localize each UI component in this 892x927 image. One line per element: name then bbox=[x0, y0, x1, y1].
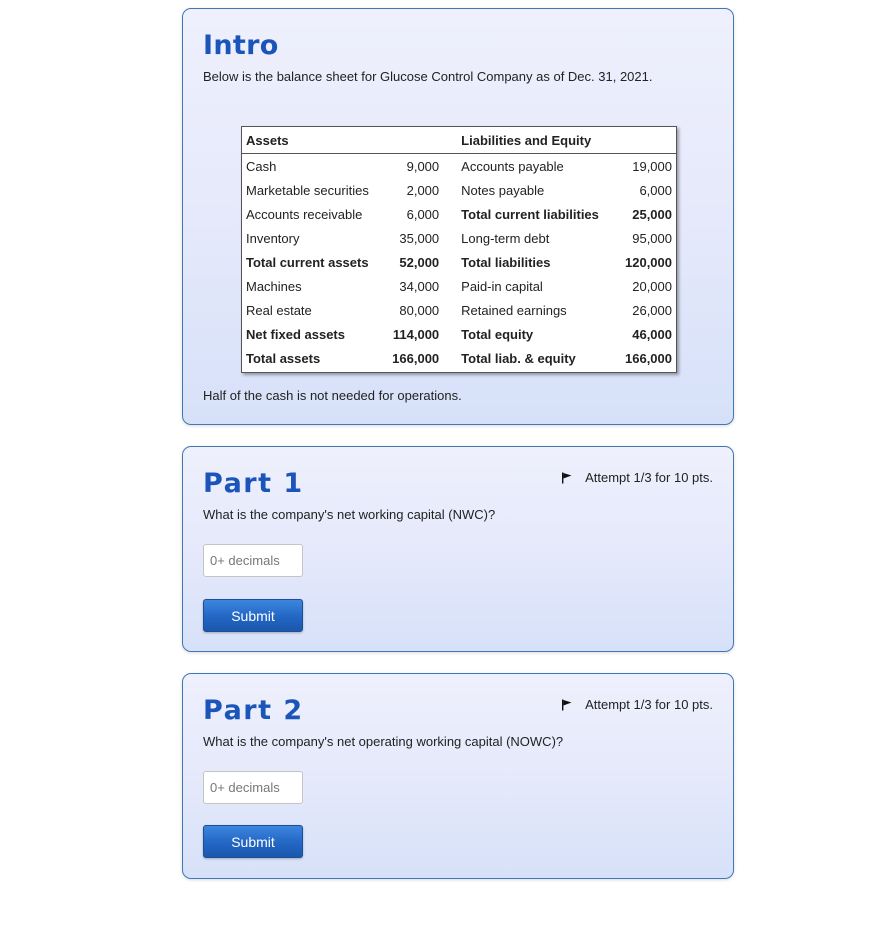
table-row bbox=[242, 346, 676, 370]
liability-value: 46,000 bbox=[632, 326, 672, 342]
asset-value: 166,000 bbox=[392, 350, 440, 366]
liability-label: Total liabilities bbox=[461, 254, 551, 270]
liability-label: Long-term debt bbox=[461, 230, 550, 246]
asset-label: Accounts receivable bbox=[246, 206, 363, 222]
asset-value: 2,000 bbox=[406, 182, 440, 198]
assets-header: Assets bbox=[242, 127, 441, 154]
table-row bbox=[242, 202, 676, 226]
asset-value: 52,000 bbox=[399, 254, 440, 270]
liability-value: 26,000 bbox=[632, 302, 672, 318]
part1-title: Part 1 bbox=[203, 468, 304, 499]
asset-label: Net fixed assets bbox=[246, 326, 345, 342]
table-row bbox=[242, 178, 676, 202]
asset-value: 6,000 bbox=[406, 206, 440, 222]
table-row bbox=[242, 274, 676, 298]
asset-label: Machines bbox=[246, 278, 302, 294]
balance-sheet-header-row bbox=[242, 127, 676, 154]
table-row bbox=[242, 322, 676, 346]
flag-icon[interactable] bbox=[561, 472, 573, 484]
asset-label: Marketable securities bbox=[246, 182, 369, 198]
part2-attempt-text: Attempt 1/3 for 10 pts. bbox=[585, 697, 713, 712]
part1-submit-button[interactable]: Submit bbox=[203, 599, 303, 632]
part1-attempt-text: Attempt 1/3 for 10 pts. bbox=[585, 470, 713, 485]
table-row bbox=[242, 154, 676, 179]
asset-value: 35,000 bbox=[399, 230, 440, 246]
asset-value: 34,000 bbox=[399, 278, 440, 294]
balance-sheet bbox=[241, 126, 677, 373]
table-row bbox=[242, 298, 676, 322]
liability-label: Total current liabilities bbox=[461, 206, 599, 222]
asset-value: 80,000 bbox=[399, 302, 440, 318]
part1-card bbox=[182, 446, 734, 652]
asset-value: 114,000 bbox=[392, 326, 440, 342]
asset-label: Real estate bbox=[246, 302, 312, 318]
table-row bbox=[242, 226, 676, 250]
liability-value: 25,000 bbox=[632, 206, 672, 222]
part1-question: What is the company's net working capital (NWC)? bbox=[203, 507, 496, 522]
flag-icon[interactable] bbox=[561, 699, 573, 711]
intro-title: Intro bbox=[203, 30, 279, 61]
asset-label: Inventory bbox=[246, 230, 300, 246]
asset-label: Cash bbox=[246, 158, 277, 174]
table-row bbox=[242, 250, 676, 274]
asset-label: Total assets bbox=[246, 350, 321, 366]
asset-label: Total current assets bbox=[246, 254, 369, 270]
part2-card bbox=[182, 673, 734, 879]
balance-sheet-table bbox=[242, 127, 676, 370]
liability-value: 20,000 bbox=[632, 278, 672, 294]
intro-card bbox=[182, 8, 734, 425]
liability-label: Notes payable bbox=[461, 182, 545, 198]
liability-value: 95,000 bbox=[632, 230, 672, 246]
part2-attempt bbox=[561, 697, 713, 712]
part2-question: What is the company's net operating working capital (NOWC)? bbox=[203, 734, 564, 749]
liability-label: Paid-in capital bbox=[461, 278, 543, 294]
liability-label: Retained earnings bbox=[461, 302, 567, 318]
liability-label: Accounts payable bbox=[461, 158, 564, 174]
part2-title: Part 2 bbox=[203, 695, 304, 726]
part1-answer-input[interactable] bbox=[203, 544, 303, 577]
liability-value: 120,000 bbox=[625, 254, 672, 270]
liability-value: 166,000 bbox=[625, 350, 672, 366]
asset-value: 9,000 bbox=[406, 158, 440, 174]
intro-note: Half of the cash is not needed for operations. bbox=[203, 388, 462, 403]
liability-value: 6,000 bbox=[639, 182, 672, 198]
part1-attempt bbox=[561, 470, 713, 485]
liability-label: Total equity bbox=[461, 326, 534, 342]
part2-submit-button[interactable]: Submit bbox=[203, 825, 303, 858]
liability-label: Total liab. & equity bbox=[461, 350, 576, 366]
liability-value: 19,000 bbox=[632, 158, 672, 174]
intro-description: Below is the balance sheet for Glucose Control Company as of Dec. 31, 2021. bbox=[203, 69, 653, 84]
liabilities-header: Liabilities and Equity bbox=[441, 127, 676, 154]
part2-answer-input[interactable] bbox=[203, 771, 303, 804]
